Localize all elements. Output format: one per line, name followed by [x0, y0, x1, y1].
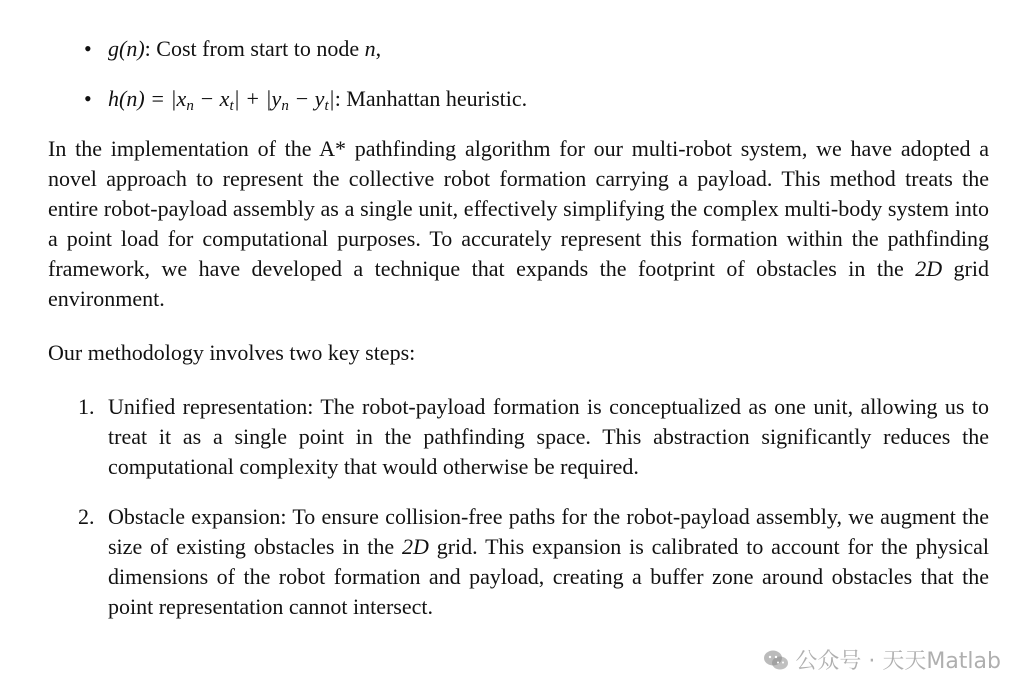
definition-list	[48, 34, 989, 114]
sub-yn: n	[281, 98, 289, 114]
g-end: ,	[375, 36, 382, 61]
step-1	[48, 392, 989, 482]
paragraph1-end: grid environment.	[48, 256, 989, 311]
sub-yt: t	[324, 98, 329, 114]
document-page	[48, 34, 989, 642]
wechat-icon	[763, 649, 789, 671]
h-mid1: − x	[193, 86, 230, 111]
watermark-text: 公众号 · 天天Matlab	[795, 649, 1001, 674]
h-mid3: − y	[288, 86, 325, 111]
step-number: 2.	[78, 504, 95, 529]
node-variable: n	[364, 36, 376, 61]
watermark	[763, 644, 1001, 675]
step-number: 1.	[78, 394, 95, 419]
bullet-h	[48, 84, 989, 114]
paragraph-astar	[48, 134, 989, 314]
step-text-end: grid. This expansion is calibrated to account for the physical dimensions of the robot formation and payload, creating a buffer zone around obstacles that the point representation cannot intersect.	[108, 534, 989, 619]
step-2d: 2D	[401, 534, 429, 559]
bullet-g	[48, 34, 989, 64]
g-function: g(n)	[108, 36, 145, 61]
sub-xt: t	[229, 98, 234, 114]
paragraph1-2d: 2D	[915, 256, 943, 281]
steps-list	[48, 392, 989, 622]
paragraph1-text: In the implementation of the A* pathfinding algorithm for our multi-robot system, we have adopted a novel approach to represent the collective robot formation carrying a payload. This method treats the entire robot-payload assembly as a single unit, effectively simplifying the complex multi-body system into a point load for computational purposes. To accurately represent this formation within the pathfinding framework, we have developed a technique that expands the footprint of obstacles in the	[48, 136, 989, 281]
step-text: Obstacle expansion: To ensure collision-free paths for the robot-payload assembly, we augment the size of existing obstacles in the	[108, 504, 989, 559]
paragraph-methodology: Our methodology involves two key steps:	[48, 340, 416, 365]
h-mid2: | + |y	[233, 86, 282, 111]
g-description: : Cost from start to node	[144, 36, 365, 61]
h-formula	[108, 86, 335, 114]
sub-xn: n	[186, 98, 194, 114]
h-description: : Manhattan heuristic.	[334, 86, 528, 111]
h-lhs: h(n) = |x	[108, 86, 187, 111]
step-text: Unified representation: The robot-payload formation is conceptualized as one unit, allowing us to treat it as a single point in the pathfinding space. This abstraction significantly reduces the computational complexity that would otherwise be required.	[108, 394, 989, 479]
h-end: |	[328, 86, 335, 111]
step-2	[48, 502, 989, 622]
